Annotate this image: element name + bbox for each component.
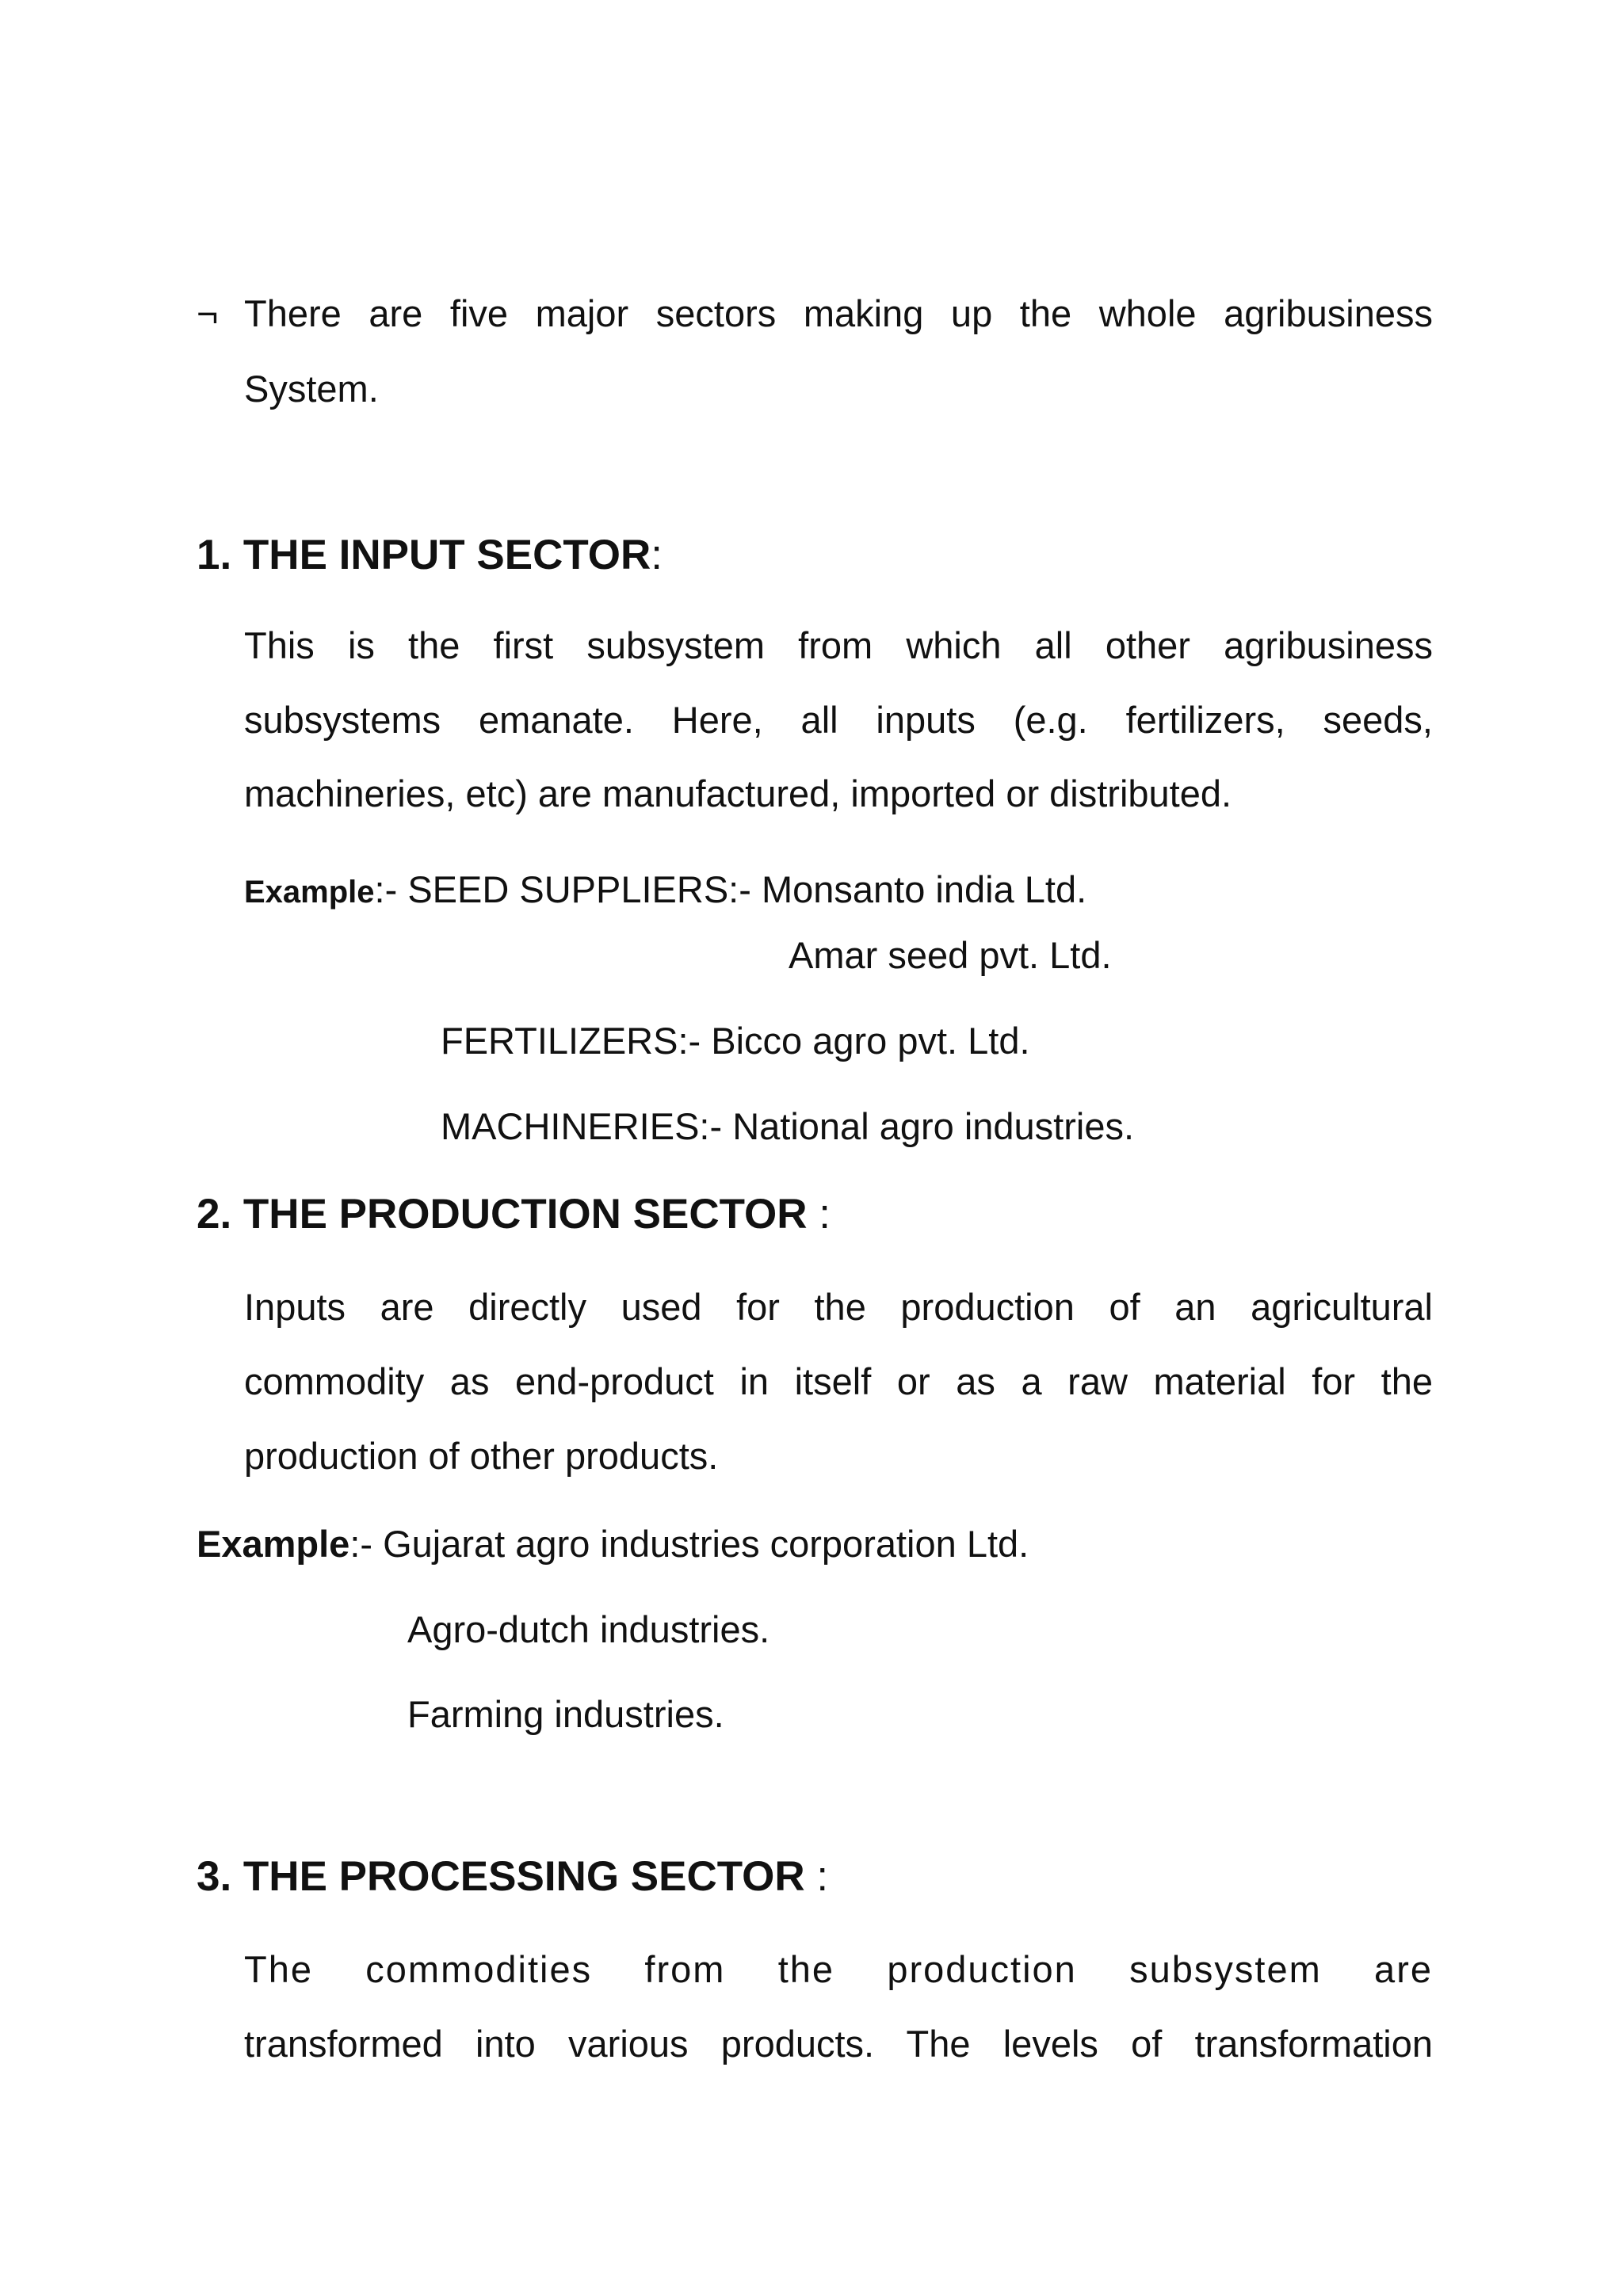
section-2-heading: 2. THE PRODUCTION SECTOR : (197, 1191, 831, 1238)
bullet-mark: ¬ (197, 292, 219, 334)
section-1-example-3: FERTILIZERS:- Bicco agro pvt. Ltd. (441, 1020, 1030, 1062)
section-1-example-line: Example:- SEED SUPPLIERS:- Monsanto india Ltd. (244, 868, 1087, 910)
section-2-body-line-1: Inputs are directly used for the production of an agricultural (244, 1286, 1433, 1328)
section-1-heading: 1. THE INPUT SECTOR: (197, 532, 663, 578)
example-label: Example (244, 875, 375, 910)
section-3-body-line-2: transformed into various products. The levels of transformation (244, 2023, 1433, 2065)
section-1-example-4: MACHINERIES:- National agro industries. (441, 1105, 1135, 1147)
section-1-example-2: Amar seed pvt. Ltd. (789, 934, 1112, 976)
section-2-body-line-3: production of other products. (244, 1435, 719, 1477)
section-3-body-line-1: The commodities from the production subsystem are (244, 1948, 1433, 1990)
section-1-body-line-2: subsystems emanate. Here, all inputs (e.g. fertilizers, seeds, (244, 699, 1433, 741)
section-1-body-line-3: machineries, etc) are manufactured, imported or distributed. (244, 772, 1232, 814)
section-2-example-2: Agro-dutch industries. (407, 1608, 770, 1650)
example-label: Example (197, 1523, 350, 1565)
section-2-body-line-2: commodity as end-product in itself or as a raw material for the (244, 1360, 1433, 1402)
section-2-example-3: Farming industries. (407, 1693, 724, 1735)
section-1-body-line-1: This is the first subsystem from which all other agribusiness (244, 624, 1433, 666)
section-3-heading: 3. THE PROCESSING SECTOR : (197, 1853, 829, 1900)
intro-line-2: System. (244, 368, 379, 410)
section-2-example-line: Example:- Gujarat agro industries corporation Ltd. (197, 1523, 1029, 1565)
intro-line-1: There are five major sectors making up the whole agribusiness (244, 292, 1433, 334)
